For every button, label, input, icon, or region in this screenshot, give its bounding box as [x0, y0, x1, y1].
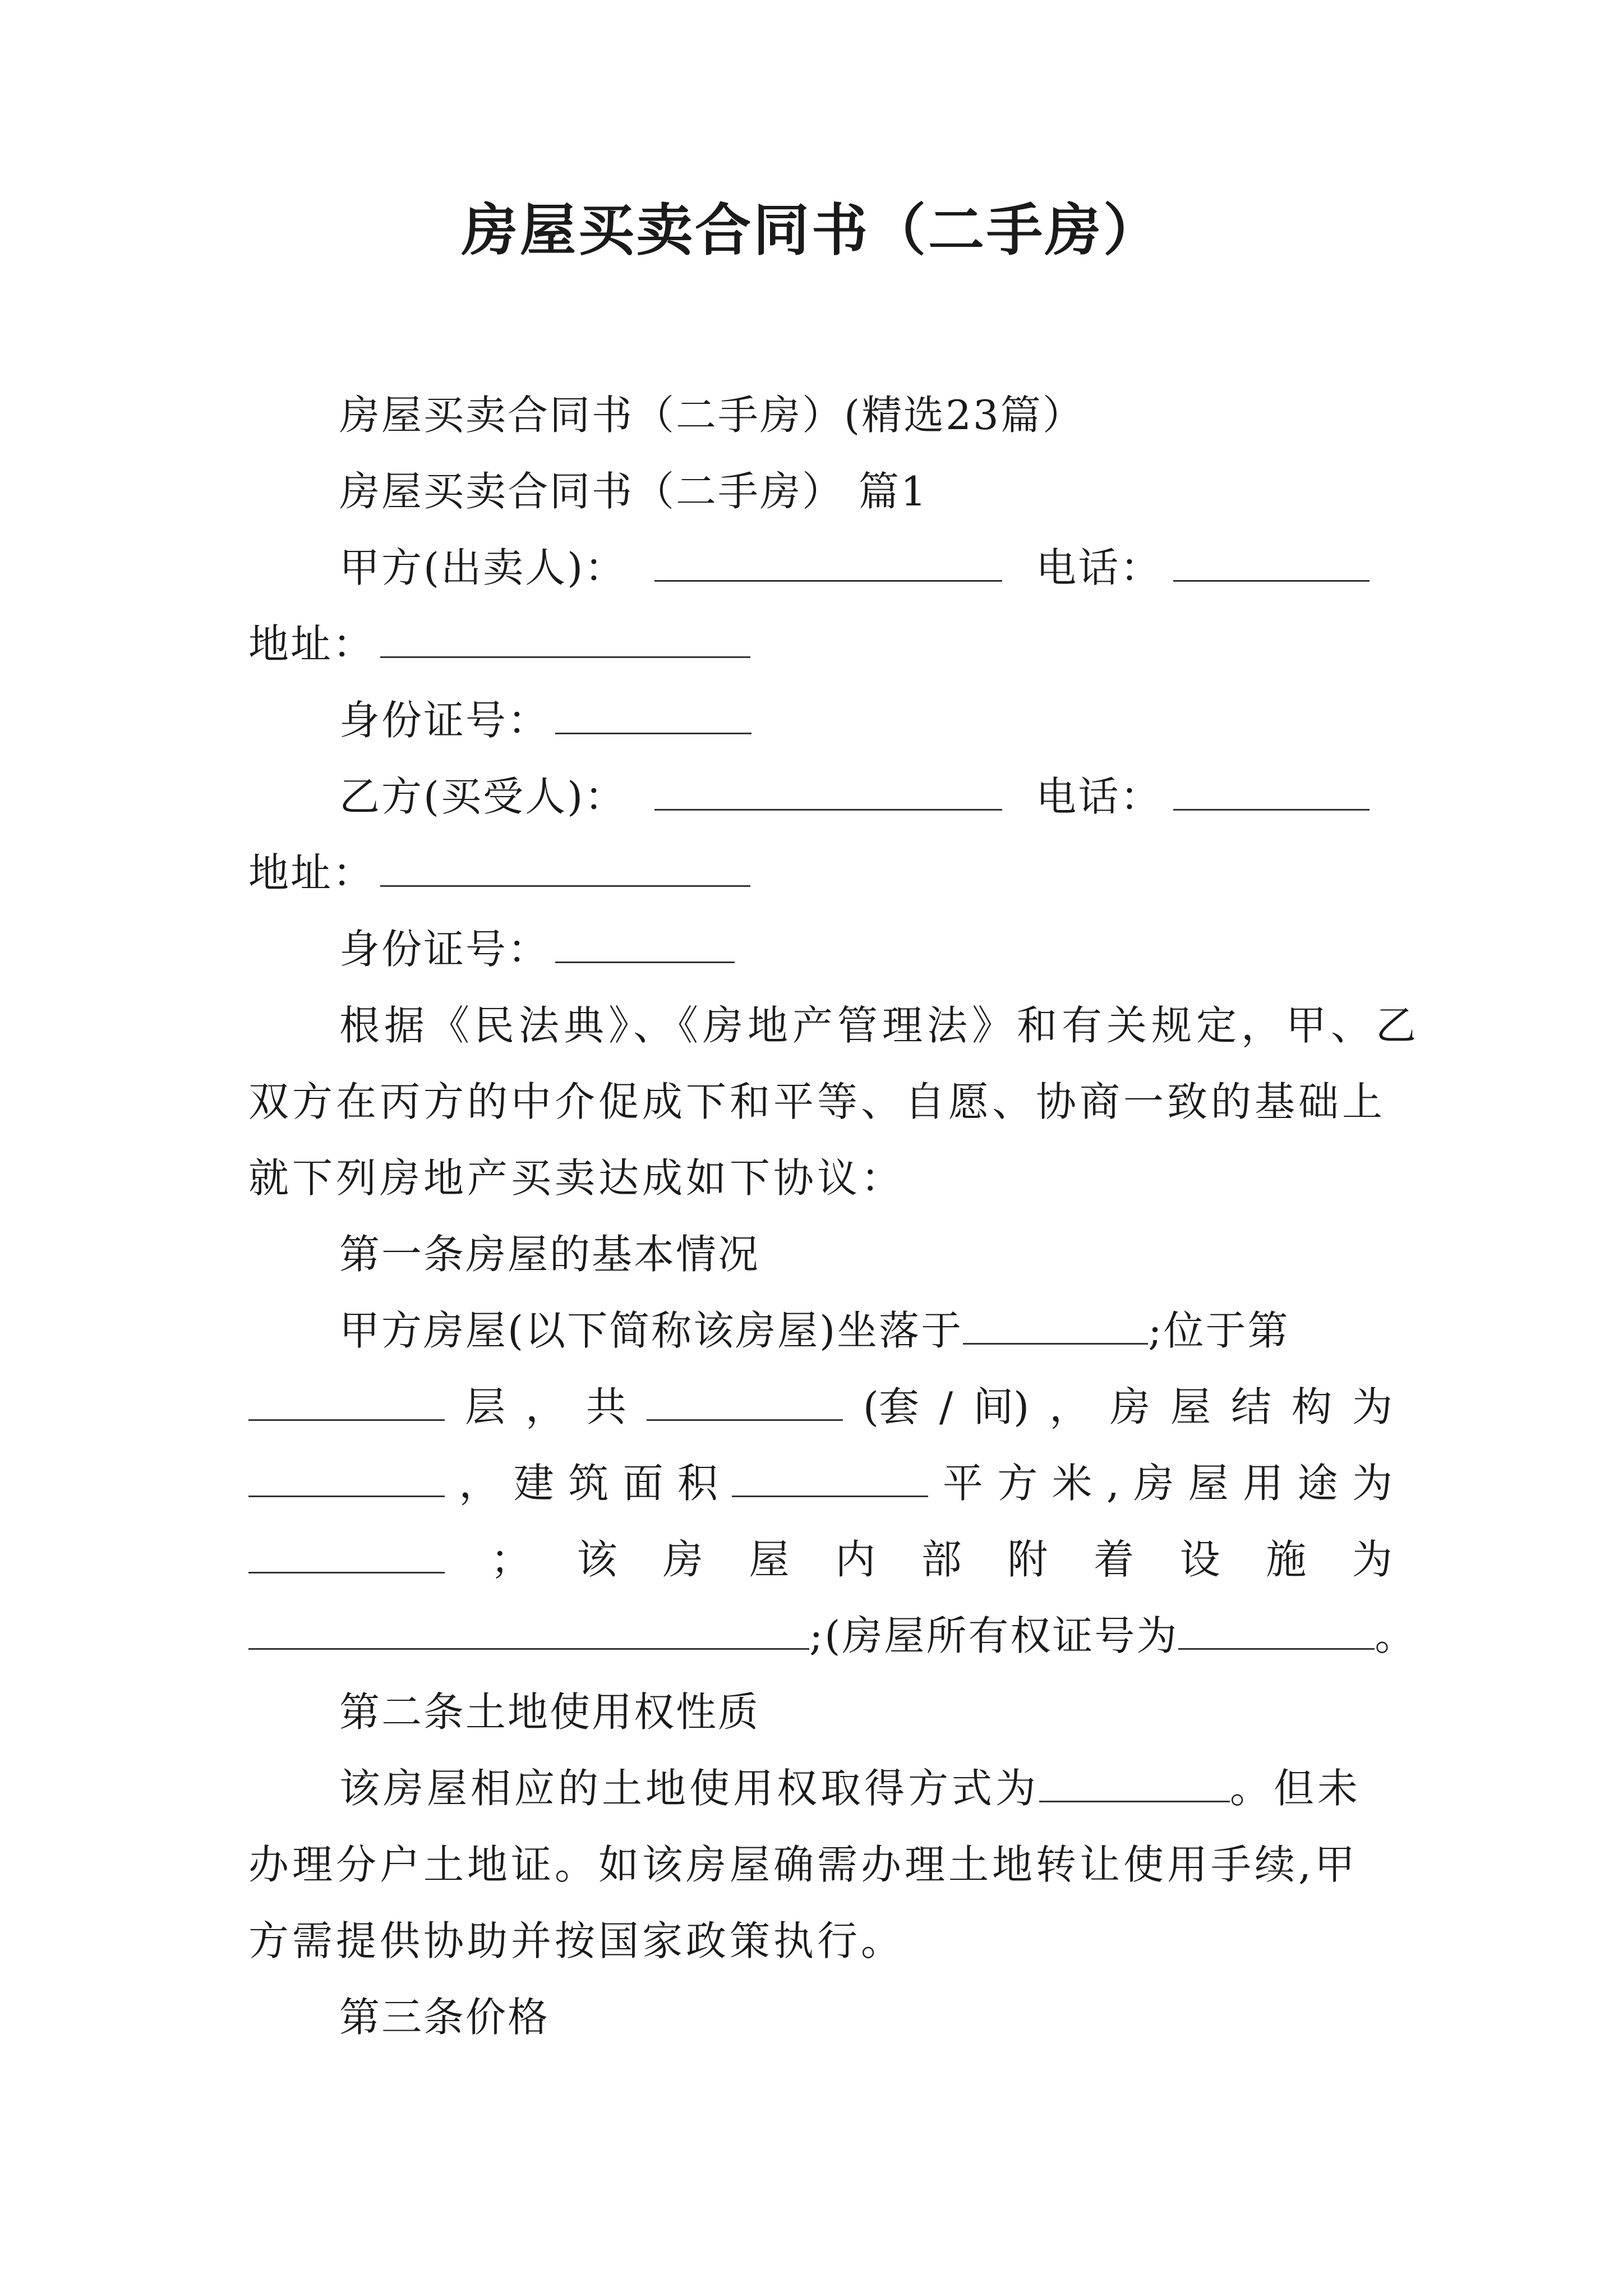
text-char: 房	[1110, 1383, 1151, 1430]
article2-line-2: 办理分户土地证。如该房屋确需办理土地转让使用手续,甲	[248, 1841, 1358, 1888]
article1-line-2	[248, 1379, 1393, 1435]
text-jian: 间)	[973, 1383, 1030, 1430]
party-a-address-blank	[380, 617, 750, 658]
article1-line-1-tail: ;位于第	[1148, 1307, 1290, 1354]
text-char: 方	[997, 1460, 1038, 1507]
party-b-phone-blank	[1173, 770, 1370, 811]
text-char: 房	[662, 1536, 703, 1583]
text-comma: ，	[459, 1460, 500, 1507]
text-char: 屋	[1170, 1383, 1211, 1430]
article2-line-1	[339, 1760, 1361, 1816]
article2-line-1-tail: 。但未	[1230, 1765, 1362, 1812]
party-a-address-label: 地址：	[248, 620, 375, 668]
text-semicolon: ；	[490, 1536, 531, 1583]
structure-blank	[248, 1456, 445, 1497]
party-b-row	[339, 769, 1370, 825]
floor-blank	[248, 1380, 445, 1421]
article1-line-3	[248, 1455, 1393, 1511]
text-comma: ，	[525, 1383, 566, 1430]
text-char: 附	[1007, 1536, 1048, 1583]
land-method-blank	[1039, 1761, 1230, 1802]
article1-line-1-text: 甲方房屋(以下简称该房屋)坐落于	[339, 1307, 963, 1354]
text-char: 构	[1292, 1383, 1332, 1430]
party-b-label: 乙方(买受人)：	[339, 773, 627, 820]
text-char: 着	[1093, 1536, 1134, 1583]
article1-heading: 第一条房屋的基本情况	[339, 1231, 760, 1278]
text-char: 房	[1133, 1460, 1174, 1507]
fixtures-blank	[248, 1609, 809, 1650]
party-b-name-blank	[654, 770, 1002, 811]
text-tao: (套	[863, 1383, 919, 1430]
section-heading: 房屋买卖合同书（二手房） 篇1	[339, 468, 928, 515]
text-gong: 共	[585, 1383, 626, 1430]
text-char: 该	[577, 1536, 617, 1583]
party-b-address-row	[248, 845, 750, 901]
party-a-phone-label: 电话：	[1036, 544, 1163, 591]
article2-line-3: 方需提供协助并按国家政策执行。	[248, 1917, 905, 1964]
party-a-address-row	[248, 616, 750, 672]
text-char: 筑	[568, 1460, 609, 1507]
location-blank	[963, 1304, 1148, 1345]
article1-line-1	[339, 1303, 1289, 1359]
text-char: 面	[623, 1460, 663, 1507]
party-a-id-blank	[555, 693, 751, 734]
party-a-id-label: 身份证号：	[339, 697, 550, 744]
text-char: 用	[1243, 1460, 1284, 1507]
text-char: 平	[942, 1460, 983, 1507]
party-b-address-blank	[380, 846, 750, 887]
text-char: 途	[1297, 1460, 1338, 1507]
text-char: 结	[1231, 1383, 1272, 1430]
party-a-id-row	[339, 692, 751, 748]
party-a-label: 甲方(出卖人)：	[339, 544, 627, 591]
article3-heading: 第三条价格	[339, 1994, 550, 2041]
party-b-id-blank	[555, 922, 735, 963]
units-blank	[647, 1380, 843, 1421]
text-char: 内	[835, 1536, 876, 1583]
preamble-line-1: 根据《民法典》、《房地产管理法》和有关规定，甲、乙	[339, 1002, 1421, 1049]
text-ceng: 层	[464, 1383, 505, 1430]
text-char: 设	[1179, 1536, 1220, 1583]
text-char: 为	[1352, 1536, 1393, 1583]
party-a-name-blank	[654, 541, 1002, 582]
document-title: 房屋买卖合同书（二手房）	[462, 197, 1161, 263]
text-char: 建	[513, 1460, 554, 1507]
text-char: 部	[921, 1536, 962, 1583]
article1-line-4	[248, 1531, 1393, 1588]
text-char: 为	[1352, 1383, 1393, 1430]
text-char: 为	[1352, 1460, 1393, 1507]
area-blank	[732, 1456, 928, 1497]
article1-line-5	[248, 1608, 1417, 1664]
party-b-address-label: 地址：	[248, 849, 375, 896]
article2-heading: 第二条土地使用权性质	[339, 1688, 760, 1736]
text-slash: /	[939, 1383, 953, 1430]
article1-line-5-text: ;(房屋所有权证号为	[809, 1612, 1179, 1659]
party-b-phone-label: 电话：	[1036, 773, 1163, 820]
text-comma: ，	[1049, 1383, 1090, 1430]
text-char: 屋	[1188, 1460, 1229, 1507]
party-b-id-label: 身份证号：	[339, 926, 550, 973]
party-a-phone-blank	[1173, 541, 1370, 582]
document-subtitle: 房屋买卖合同书（二手房）(精选23篇）	[339, 392, 1085, 439]
article1-line-5-tail: 。	[1375, 1612, 1417, 1659]
text-char: 积	[677, 1460, 718, 1507]
party-b-id-row	[339, 921, 735, 977]
text-char: 米	[1052, 1460, 1092, 1507]
text-comma: ,	[1106, 1460, 1119, 1507]
usage-blank	[248, 1533, 445, 1573]
preamble-line-2: 双方在丙方的中介促成下和平等、自愿、协商一致的基础上	[248, 1078, 1386, 1125]
text-char: 屋	[749, 1536, 790, 1583]
party-a-row	[339, 540, 1370, 596]
article2-line-1-text: 该房屋相应的土地使用权取得方式为	[339, 1765, 1040, 1812]
text-char: 施	[1266, 1536, 1307, 1583]
preamble-line-3: 就下列房地产买卖达成如下协议：	[248, 1154, 905, 1202]
certificate-blank	[1178, 1609, 1375, 1650]
